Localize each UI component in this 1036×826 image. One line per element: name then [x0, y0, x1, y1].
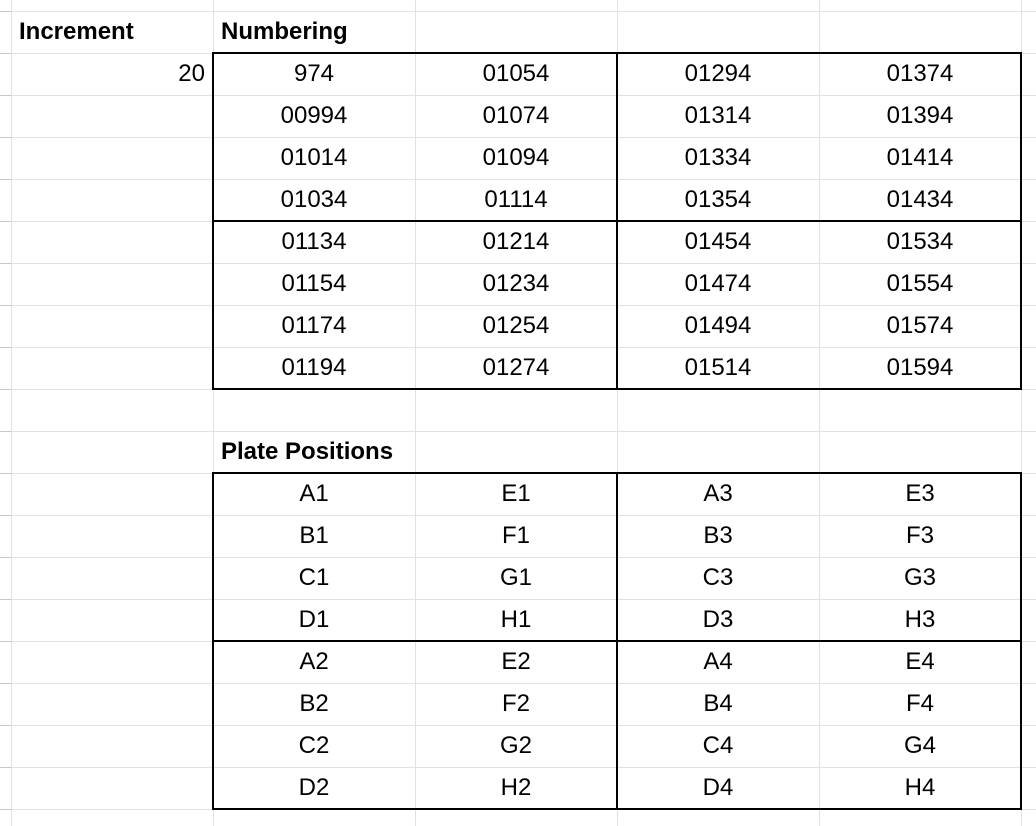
plate-position-cell[interactable]: G2 — [499, 732, 532, 759]
row-edge-tick — [0, 305, 11, 306]
numbering-cell[interactable]: 974 — [293, 60, 335, 87]
row-edge-tick — [0, 53, 11, 54]
plate-positions-header[interactable]: Plate Positions — [221, 438, 394, 465]
numbering-cell[interactable]: 00994 — [280, 102, 348, 129]
plate-position-cell[interactable]: A4 — [703, 648, 733, 675]
row-edge-tick — [0, 725, 11, 726]
numbering-header[interactable]: Numbering — [221, 18, 348, 45]
plate-position-cell[interactable]: H3 — [904, 606, 936, 633]
plate-position-cell[interactable]: E2 — [501, 648, 531, 675]
numbering-cell[interactable]: 01354 — [684, 186, 752, 213]
plate-position-cell[interactable]: F3 — [905, 522, 934, 549]
numbering-cell[interactable]: 01494 — [684, 312, 752, 339]
plate-position-cell[interactable]: C2 — [298, 732, 330, 759]
numbering-cell[interactable]: 01334 — [684, 144, 752, 171]
numbering-cell[interactable]: 01174 — [281, 312, 347, 339]
numbering-cell[interactable]: 01374 — [886, 60, 954, 87]
numbering-cell[interactable]: 01054 — [482, 60, 550, 87]
increment-header[interactable]: Increment — [19, 18, 134, 45]
row-edge-tick — [0, 641, 11, 642]
numbering-cell[interactable]: 01134 — [281, 228, 347, 255]
plate-position-cell[interactable]: F2 — [501, 690, 530, 717]
numbering-cell[interactable]: 01434 — [886, 186, 954, 213]
plate-position-cell[interactable]: F1 — [501, 522, 530, 549]
numbering-cell[interactable]: 01034 — [280, 186, 348, 213]
row-edge-tick — [0, 389, 11, 390]
row-edge-tick — [0, 767, 11, 768]
row-edge-tick — [0, 683, 11, 684]
numbering-cell[interactable]: 01154 — [281, 270, 347, 297]
plate-position-cell[interactable]: E1 — [501, 480, 531, 507]
numbering-cell[interactable]: 01274 — [482, 354, 550, 381]
plate-position-cell[interactable]: C3 — [702, 564, 734, 591]
plate-position-cell[interactable]: B1 — [299, 522, 329, 549]
plate-position-cell[interactable]: D3 — [702, 606, 734, 633]
numbering-cell[interactable]: 01194 — [281, 354, 347, 381]
numbering-cell[interactable]: 01234 — [482, 270, 550, 297]
row-edge-tick — [0, 431, 11, 432]
numbering-cell[interactable]: 01214 — [482, 228, 550, 255]
numbering-cell[interactable]: 01514 — [684, 354, 752, 381]
plate-position-cell[interactable]: C4 — [702, 732, 734, 759]
plate-position-cell[interactable]: A1 — [299, 480, 329, 507]
plate-position-cell[interactable]: B3 — [703, 522, 733, 549]
plate-position-cell[interactable]: D1 — [298, 606, 330, 633]
numbering-cell[interactable]: 01114 — [484, 186, 548, 213]
plate-position-cell[interactable]: H4 — [904, 774, 936, 801]
numbering-cell[interactable]: 01534 — [886, 228, 954, 255]
increment-value-cell[interactable]: 20 — [178, 60, 205, 87]
row-edge-tick — [0, 473, 11, 474]
numbering-cell[interactable]: 01474 — [684, 270, 752, 297]
plate-position-cell[interactable]: H1 — [500, 606, 532, 633]
plate-position-cell[interactable]: E3 — [905, 480, 935, 507]
numbering-cell[interactable]: 01574 — [886, 312, 954, 339]
numbering-cell[interactable]: 01454 — [684, 228, 752, 255]
numbering-cell[interactable]: 01254 — [482, 312, 550, 339]
row-edge-tick — [0, 95, 11, 96]
row-edge-tick — [0, 137, 11, 138]
numbering-cell[interactable]: 01594 — [886, 354, 954, 381]
plate-position-cell[interactable]: G3 — [903, 564, 936, 591]
row-edge-tick — [0, 347, 11, 348]
numbering-cell[interactable]: 01014 — [280, 144, 348, 171]
row-edge-tick — [0, 599, 11, 600]
row-edge-tick — [0, 557, 11, 558]
plate-position-cell[interactable]: D4 — [702, 774, 734, 801]
numbering-cell[interactable]: 01094 — [482, 144, 550, 171]
numbering-cell[interactable]: 01074 — [482, 102, 550, 129]
row-edge-tick — [0, 515, 11, 516]
plate-position-cell[interactable]: D2 — [298, 774, 330, 801]
plate-position-cell[interactable]: G1 — [499, 564, 532, 591]
numbering-cell[interactable]: 01394 — [886, 102, 954, 129]
plate-position-cell[interactable]: A2 — [299, 648, 329, 675]
plate-position-cell[interactable]: H2 — [500, 774, 532, 801]
plate-position-cell[interactable]: C1 — [298, 564, 330, 591]
row-edge-tick — [0, 221, 11, 222]
row-edge-tick — [0, 179, 11, 180]
row-edge-tick — [0, 809, 11, 810]
numbering-cell[interactable]: 01294 — [684, 60, 752, 87]
row-edge-tick — [0, 263, 11, 264]
numbering-cell[interactable]: 01414 — [886, 144, 954, 171]
plate-position-cell[interactable]: G4 — [903, 732, 936, 759]
row-edge-tick — [0, 11, 11, 12]
plate-position-cell[interactable]: B2 — [299, 690, 329, 717]
plate-position-cell[interactable]: E4 — [905, 648, 935, 675]
plate-position-cell[interactable]: B4 — [703, 690, 733, 717]
plate-position-cell[interactable]: F4 — [905, 690, 934, 717]
numbering-cell[interactable]: 01314 — [684, 102, 752, 129]
plate-position-cell[interactable]: A3 — [703, 480, 733, 507]
numbering-cell[interactable]: 01554 — [886, 270, 954, 297]
